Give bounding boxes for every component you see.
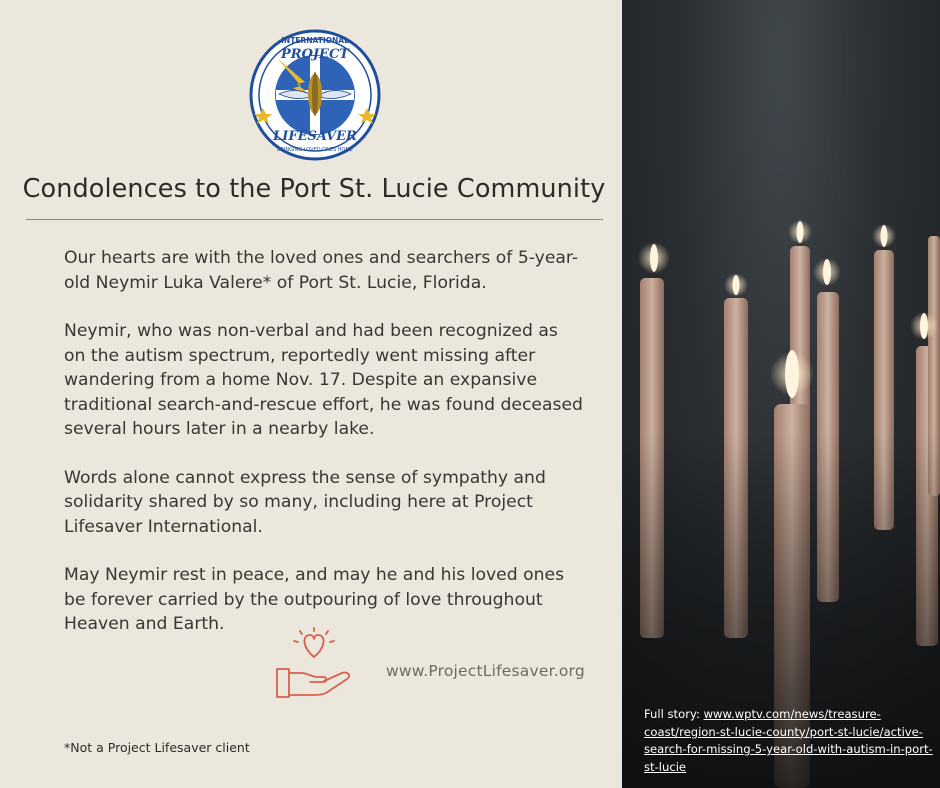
- logo-top-text: INTERNATIONAL: [281, 36, 349, 45]
- message-body: [64, 246, 584, 661]
- logo-tagline: BRINGING LOVED ONES HOME: [277, 147, 353, 153]
- candles-image: [622, 0, 940, 788]
- paragraph-closing: May Neymir rest in peace, and may he and his loved ones be forever carried by the outpouring of love throughout Heaven and Earth.: [64, 565, 565, 634]
- paragraph-details: Neymir, who was non-verbal and had been recognized as on the autism spectrum, reportedly went missing after wandering from a home Nov. 17. Despite an expansive traditional search-and-rescue effort, he was found deceased several hours later in a nearby lake.: [64, 321, 583, 439]
- full-story-label: Full story:: [644, 707, 700, 721]
- title-divider: [26, 219, 603, 220]
- candle-photo-panel: [622, 0, 940, 788]
- footnote: *Not a Project Lifesaver client: [64, 740, 250, 755]
- full-story-caption: [644, 706, 936, 776]
- project-lifesaver-logo: [247, 28, 383, 162]
- website-link[interactable]: www.ProjectLifesaver.org: [386, 662, 585, 680]
- hand-holding-heart-icon: [272, 627, 356, 701]
- paragraph-sympathy: Words alone cannot express the sense of sympathy and solidarity shared by so many, including here at Project Lifesaver International.: [64, 467, 546, 537]
- logo-name-line2: LIFESAVER: [273, 129, 357, 144]
- full-story-link[interactable]: www.wptv.com/news/treasure-coast/region-st-lucie-county/port-st-lucie/active-search-for-missing-5-year-old-with-autism-in-port-st-lucie: [644, 707, 933, 774]
- paragraph-intro: Our hearts are with the loved ones and searchers of 5-year-old Neymir Luka Valere* of Port St. Lucie, Florida.: [64, 248, 579, 293]
- page-title: Condolences to the Port St. Lucie Community: [22, 174, 606, 204]
- logo-name-line1: PROJECT: [281, 47, 349, 62]
